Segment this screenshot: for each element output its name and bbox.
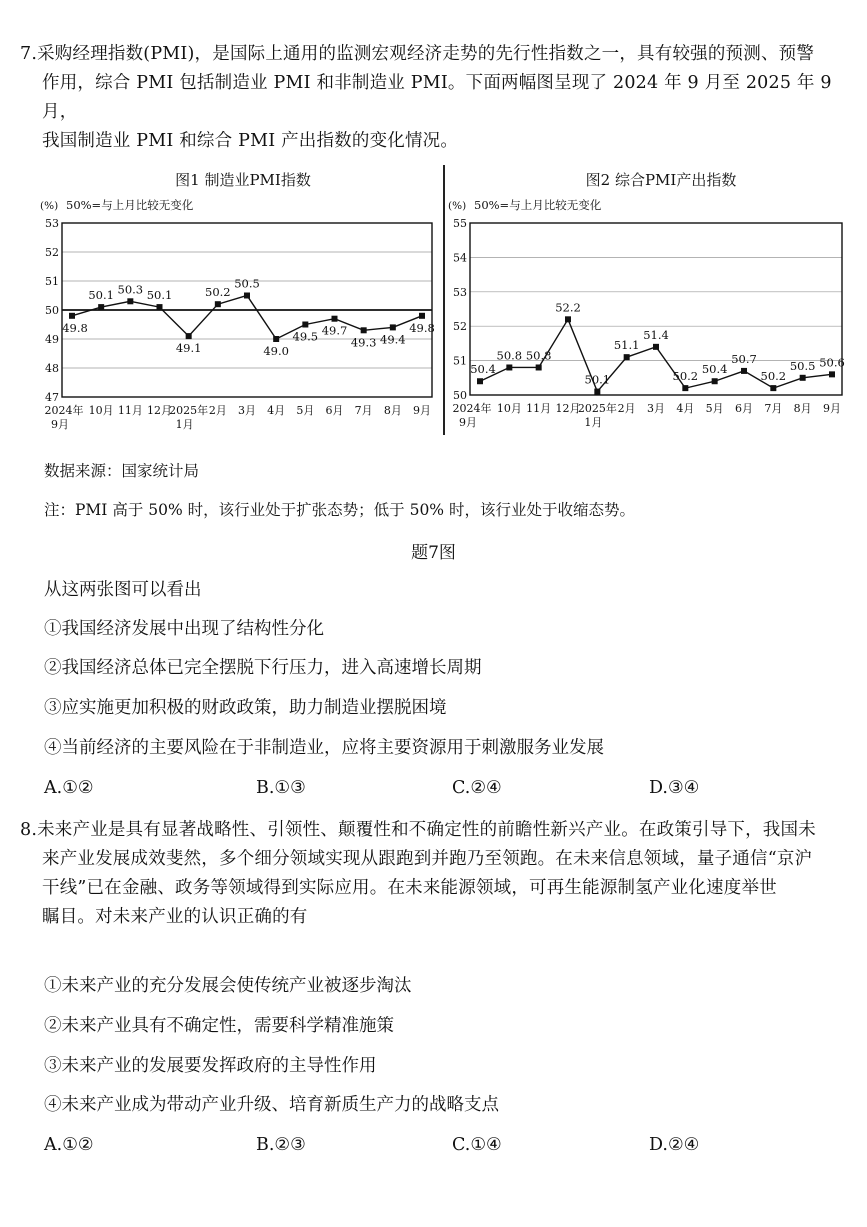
q8-statement-2: ②未来产业具有不确定性，需要科学精准施策 (44, 1016, 394, 1036)
x-tick-label: 2025年 (577, 402, 617, 415)
q8-stem (20, 816, 867, 932)
series-line (72, 296, 422, 340)
x-tick-label: 12月 (555, 402, 581, 415)
q7-statement-1: ①我国经济发展中出现了结构性分化 (44, 619, 324, 639)
data-point (624, 354, 630, 360)
data-label: 49.8 (409, 320, 435, 335)
figure-2-chart (440, 163, 860, 438)
data-point (332, 316, 338, 322)
q7-option-b[interactable]: B.①③ (256, 778, 306, 798)
data-label: 50.5 (234, 276, 260, 291)
data-label: 50.2 (205, 285, 231, 300)
data-label: 49.0 (263, 344, 289, 358)
y-tick-label: 52 (453, 320, 467, 334)
chart-subtitle: 50%=与上月比较无变化 (474, 198, 602, 212)
plot-frame (470, 223, 842, 395)
data-label: 50.1 (88, 288, 114, 303)
y-tick-label: 53 (453, 285, 467, 299)
y-tick-label: 54 (453, 251, 467, 265)
x-tick-label: 9月 (823, 402, 841, 415)
data-label: 49.5 (292, 329, 319, 344)
x-tick-sublabel: 9月 (459, 416, 477, 429)
y-tick-label: 53 (45, 217, 59, 230)
data-point (800, 375, 806, 381)
x-tick-label: 10月 (496, 402, 522, 415)
x-tick-label: 5月 (296, 404, 315, 417)
data-point (390, 324, 396, 330)
x-tick-label: 2月 (208, 404, 227, 417)
data-point (506, 364, 512, 370)
data-point (302, 322, 308, 328)
figure-1-container (10, 163, 440, 438)
x-tick-label: 10月 (88, 404, 114, 417)
data-point (69, 313, 75, 319)
data-point (770, 385, 776, 391)
data-point (477, 378, 483, 384)
q7-option-c[interactable]: C.②④ (452, 778, 502, 798)
x-tick-label: 4月 (676, 402, 695, 415)
x-tick-label: 3月 (647, 402, 665, 415)
q7-statement-3: ③应实施更加积极的财政政策，助力制造业摆脱困境 (44, 698, 447, 718)
data-label: 50.8 (496, 348, 523, 363)
chart-title: 图2 综合PMI产出指数 (585, 171, 737, 189)
x-tick-label: 8月 (383, 404, 402, 417)
data-label: 49.4 (380, 332, 406, 347)
q8-option-c[interactable]: C.①④ (452, 1135, 502, 1155)
x-tick-label: 11月 (117, 404, 143, 417)
data-point (653, 344, 659, 350)
data-label: 49.8 (62, 320, 88, 335)
data-point (361, 327, 367, 333)
q7-stem (20, 40, 867, 156)
chart-subtitle: 50%=与上月比较无变化 (66, 198, 194, 212)
data-label: 49.1 (175, 341, 202, 356)
data-label: 51.4 (643, 327, 669, 342)
x-tick-label: 8月 (793, 402, 812, 415)
q8-option-d[interactable]: D.②④ (649, 1135, 700, 1155)
q7-question: 从这两张图可以看出 (44, 580, 202, 600)
data-point (829, 371, 835, 377)
x-tick-label: 2025年 (169, 404, 209, 417)
y-tick-label: 47 (45, 391, 59, 404)
data-label: 50.5 (789, 358, 816, 373)
x-tick-label: 2024年 (44, 404, 84, 417)
pmi-note: 注：PMI 高于 50% 时，该行业处于扩张态势；低于 50% 时，该行业处于收缩态势。 (44, 501, 635, 519)
q8-line-3: 干线”已在金融、政务等领域得到实际应用。在未来能源领域，可再生能源制氢产业化速度举世 (42, 878, 777, 898)
q8-line-1: 8.未来产业是具有显著战略性、引领性、颠覆性和不确定性的前瞻性新兴产业。在政策引导下，我国未 (20, 820, 816, 840)
data-point (682, 385, 688, 391)
chart-unit: (%) (40, 200, 59, 212)
x-tick-label: 7月 (764, 402, 783, 415)
q8-statement-4: ④未来产业成为带动产业升级、培育新质生产力的战略支点 (44, 1095, 499, 1115)
data-point (419, 313, 425, 319)
data-point (244, 293, 250, 299)
data-label: 51.1 (613, 338, 640, 353)
y-tick-label: 49 (45, 333, 59, 346)
data-point (741, 368, 747, 374)
data-label: 50.7 (731, 351, 757, 366)
q8-statement-3: ③未来产业的发展要发挥政府的主导性作用 (44, 1056, 377, 1076)
data-point (565, 316, 571, 322)
x-tick-sublabel: 1月 (175, 418, 194, 431)
x-tick-label: 3月 (238, 404, 256, 417)
chart-unit: (%) (448, 200, 467, 212)
data-point (536, 364, 542, 370)
data-label: 50.1 (584, 372, 611, 387)
data-point (273, 336, 279, 342)
q7-line-2: 作用，综合 PMI 包括制造业 PMI 和非制造业 PMI。下面两幅图呈现了 2024 年 9 月至 2025 年 9 月， (42, 73, 832, 122)
q8-statement-1: ①未来产业的充分发展会使传统产业被逐步淘汰 (44, 976, 412, 996)
data-label: 50.4 (701, 362, 728, 377)
x-tick-label: 5月 (705, 402, 724, 415)
x-tick-label: 6月 (325, 404, 344, 417)
y-tick-label: 51 (453, 354, 467, 368)
q7-option-a[interactable]: A.①② (44, 778, 94, 798)
x-tick-label: 2月 (617, 402, 636, 415)
x-tick-label: 12月 (147, 404, 172, 417)
x-tick-label: 9月 (413, 404, 431, 417)
data-source: 数据来源：国家统计局 (44, 462, 200, 480)
data-point (98, 304, 104, 310)
x-tick-label: 7月 (354, 404, 373, 417)
y-tick-label: 48 (45, 362, 59, 375)
data-label: 50.4 (470, 362, 496, 377)
q7-option-d[interactable]: D.③④ (649, 778, 700, 798)
q7-statement-2: ②我国经济总体已完全摆脱下行压力，进入高速增长周期 (44, 658, 482, 678)
data-point (712, 378, 718, 384)
x-tick-label: 11月 (526, 402, 552, 415)
data-point (157, 304, 163, 310)
x-tick-sublabel: 1月 (584, 416, 603, 429)
data-point (215, 301, 221, 307)
x-tick-label: 6月 (735, 402, 753, 415)
data-point (594, 389, 600, 395)
data-label: 50.1 (146, 288, 173, 303)
q8-line-2: 来产业发展成效斐然，多个细分领域实现从跟跑到并跑乃至领跑。在未来信息领域，量子通信“京沪 (42, 849, 813, 869)
q7-statement-4: ④当前经济的主要风险在于非制造业，应将主要资源用于刺激服务业发展 (44, 738, 604, 758)
q8-line-4: 瞩目。对未来产业的认识正确的有 (42, 907, 308, 927)
data-label: 49.3 (350, 335, 377, 350)
x-tick-label: 2024年 (452, 402, 492, 415)
data-label: 50.2 (760, 369, 787, 384)
q8-option-b[interactable]: B.②③ (256, 1135, 306, 1155)
y-tick-label: 50 (453, 389, 467, 402)
data-label: 50.3 (117, 282, 144, 297)
figure-2-container (440, 163, 860, 438)
data-label: 49.7 (321, 323, 348, 338)
data-label: 50.2 (672, 369, 699, 384)
y-tick-label: 52 (45, 246, 59, 259)
x-tick-label: 4月 (267, 404, 286, 417)
y-tick-label: 51 (45, 275, 59, 288)
figure-1-chart (10, 163, 440, 438)
q8-option-a[interactable]: A.①② (44, 1135, 94, 1155)
q7-line-3: 我国制造业 PMI 和综合 PMI 产出指数的变化情况。 (42, 131, 459, 151)
data-label: 50.6 (819, 355, 845, 370)
y-tick-label: 50 (45, 304, 59, 317)
figure-caption: 题7图 (411, 543, 456, 563)
chart-title: 图1 制造业PMI指数 (175, 171, 311, 189)
q7-line-1: 7.采购经理指数(PMI)，是国际上通用的监测宏观经济走势的先行性指数之一，具有较强的预测、预警 (20, 44, 815, 64)
data-point (186, 333, 192, 339)
data-label: 52.2 (555, 300, 581, 315)
data-point (127, 298, 133, 304)
data-label: 50.8 (525, 348, 552, 363)
x-tick-sublabel: 9月 (51, 418, 69, 431)
y-tick-label: 55 (453, 217, 467, 230)
